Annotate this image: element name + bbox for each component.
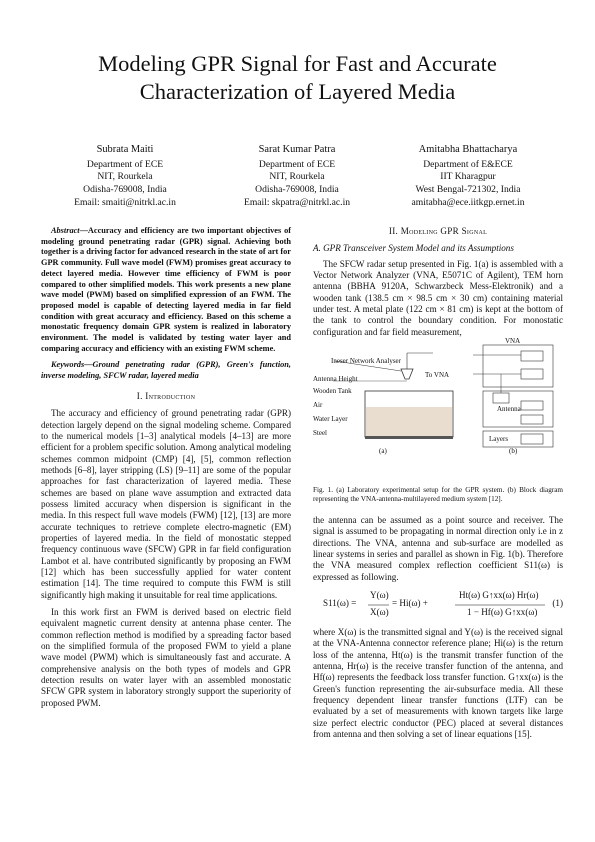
abstract-text: —Accuracy and efficiency are two important objectives of modeling ground penetrating radar (GPR) signal. Achieving both together is a driving factor for advanced research in the state of art for GPR community. Full wave model (FWM) promises great accuracy to detect layered media. However time efficiency of FWM is poor compared to other simplified models. This work presents a new plane wave model (PWM) based on simplified expression of an FWM. The proposed model is capable of detecting layered media in far field condition with great accuracy and efficiency. Based on this scheme a monostatic frequency domain GPR system is realized in laboratory environment. The model is validated by testing water layer and comparing accuracy and efficiency with an existing FWM scheme.: [41, 226, 291, 353]
section-heading-2: II. Modeling GPR Signal: [388, 226, 488, 236]
label-vna-block: VNA: [505, 337, 521, 345]
subfigure-b-label: (b): [509, 447, 518, 455]
label-air: Air: [313, 401, 323, 409]
equation-frac2-num: Ht(ω) G↑xx(ω) Hr(ω): [459, 590, 539, 601]
label-antenna-height: Antenna Height: [313, 375, 358, 383]
section2-paragraph-1: The SFCW radar setup presented in Fig. 1(a) is assembled with a Vector Network Analyzer (VNA, E5071C of Agilent), TEM horn antenna (BBHA 9120A, Schwarzbeck Mess-Elektronik) and a wooden tank (138.5 cm × 98.5 cm × 30 cm) containing material under test. A metal plate (122 cm × 81 cm) is kept at the bottom of the tank to control the boundary condition. For monostatic configuration and far field measurement,: [313, 258, 563, 337]
author-name: Sarat Kumar Patra: [258, 144, 336, 155]
equation-frac1-den: X(ω): [370, 607, 389, 618]
equation-number: (1): [552, 598, 563, 609]
left-column: [41, 226, 291, 709]
section2-paragraph-3: where X(ω) is the transmitted signal and Y(ω) is the received signal at the VNA-Antenna connector reference plane; Hi(ω) is the return loss of the antenna, Ht(ω) is the transmit transfer function of the antenna, Hr(ω) is the receive transfer function of the antenna, and Hf(ω) represents the feedback loss transfer function. G↑xx(ω) is the Green's function representing the air-subsurface media. All these frequency dependent linear transfer functions (LTF) can be evaluated by a set of measurements with known targets like large size perfect electric conductor (PEC) placed at several distances from antenna and then solving a set of linear equations [15].: [313, 627, 563, 740]
author-addr: West Bengal-721302, India: [415, 184, 521, 196]
label-to-vna: To VNA: [425, 371, 450, 379]
right-column: [313, 226, 563, 338]
label-layers-block: Layers: [489, 435, 509, 443]
equation-1: [313, 587, 563, 623]
title-line-2: Characterization of Layered Media: [139, 79, 456, 104]
author-2: [212, 144, 382, 210]
equation-frac2-den: 1 − Hf(ω) G↑xx(ω): [467, 607, 538, 618]
keywords-label: Keywords: [51, 360, 85, 370]
label-wooden-tank: Wooden Tank: [313, 387, 352, 395]
author-inst: NIT, Rourkela: [97, 171, 153, 183]
author-addr: Odisha-769008, India: [83, 184, 167, 196]
keywords: [41, 360, 291, 381]
author-dept: Department of ECE: [258, 158, 336, 170]
author-inst: IIT Kharagpur: [440, 171, 496, 183]
horn-antenna-shape: [401, 369, 413, 379]
author-addr: Odisha-769008, India: [255, 184, 339, 196]
author-email: Email: skpatra@nitrkl.ac.in: [243, 196, 351, 208]
author-email: Email: smaiti@nitrkl.ac.in: [74, 196, 176, 208]
author-name: Amitabha Bhattacharya: [418, 144, 518, 155]
abstract: [41, 226, 291, 354]
intro-paragraph-1: The accuracy and efficiency of ground penetrating radar (GPR) detection largely depend on the signal modeling scheme. Compared to the numerical models [1–3] analytical models [4–13] are more efficient for a problem specific solution. Among analytical modeling schemes common midpoint (CMP) [4], [5], common reflection methods [6–8], layer stripping (LS) [9–11] are some of the popular approaches for fast characterization of layered media. These schemes are based on plane wave assumption and extracted data possess limited accuracy when dispersion is significant in the media. In this respect full wave models (FWM) [12], [13] are more accurate techniques to retrieve complete electro-magnetic (EM) properties of layered media. In the field of monostatic stepped frequency continuous wave (SFCW) GPR in far field configuration Lambot et al. have contributed significantly by proposing an FWM [12] which has been successfully applied for water content estimation [14]. The time required to compute this FWM is still significantly high making it unsuitable for real time applications.: [41, 408, 291, 600]
keywords-text: —Ground penetrating radar (GPR), Green's function, inverse modeling, SFCW radar, layered media: [41, 360, 291, 381]
author-dept: Department of E&ECE: [423, 158, 513, 170]
equation-frac1-num: Y(ω): [370, 590, 389, 601]
author-inst: NIT, Rourkela: [269, 171, 325, 183]
equation-mid: = Hi(ω) +: [392, 598, 428, 609]
subsection-heading: A. GPR Transceiver System Model and its Assumptions: [313, 243, 514, 254]
label-steel: Steel: [313, 429, 327, 437]
section-heading-intro: I. Introduction: [136, 390, 196, 401]
paper-title: [40, 50, 555, 106]
author-3: [383, 144, 553, 210]
author-1: [40, 144, 210, 210]
label-vna-setup: Ineser Network Analyser: [331, 357, 401, 365]
intro-paragraph-2: In this work first an FWM is derived based on electric field equivalent magnetic current density at antenna phase center. The common reflection method is modified by a spreading factor based on the simplified formula of the proposed FWM to yield a plane wave model (PWM) which is simultaneously fast and accurate. A comprehensive analysis on the both types of models and GPR detection results on water layer with an assembled monostatic SFCW GPR system in laboratory strongly support the superiority of proposed PWM.: [41, 607, 291, 708]
label-water-layer: Water Layer: [313, 415, 348, 423]
equation-lhs: S11(ω) =: [323, 598, 357, 609]
steel-plate-shape: [365, 436, 453, 439]
water-layer-shape: [366, 407, 452, 436]
abstract-label: Abstract: [51, 226, 80, 235]
figure-caption: Fig. 1. (a) Laboratory experimental setup for the GPR system. (b) Block diagram representing the VNA-antenna-multilayered medium system [12].: [313, 486, 563, 504]
title-line-1: Modeling GPR Signal for Fast and Accurate: [98, 51, 497, 76]
figure-1: [313, 337, 563, 463]
author-name: Subrata Maiti: [96, 144, 154, 155]
subfigure-a-label: (a): [379, 447, 387, 455]
author-dept: Department of ECE: [86, 158, 164, 170]
label-antenna-block: Antenna: [497, 405, 521, 413]
author-email: amitabha@ece.iitkgp.ernet.in: [411, 196, 525, 208]
section2-paragraph-2: the antenna can be assumed as a point source and receiver. The signal is assumed to be propagating in normal direction only i.e in z directions. The VNA, antenna and sub-surface are modelled as linear systems in series and parallel as shown in Fig. 1(b). Therefore the VNA measured complex reflection coefficient S11(ω) is expressed as following.: [313, 515, 563, 582]
right-column-lower: [313, 515, 563, 741]
